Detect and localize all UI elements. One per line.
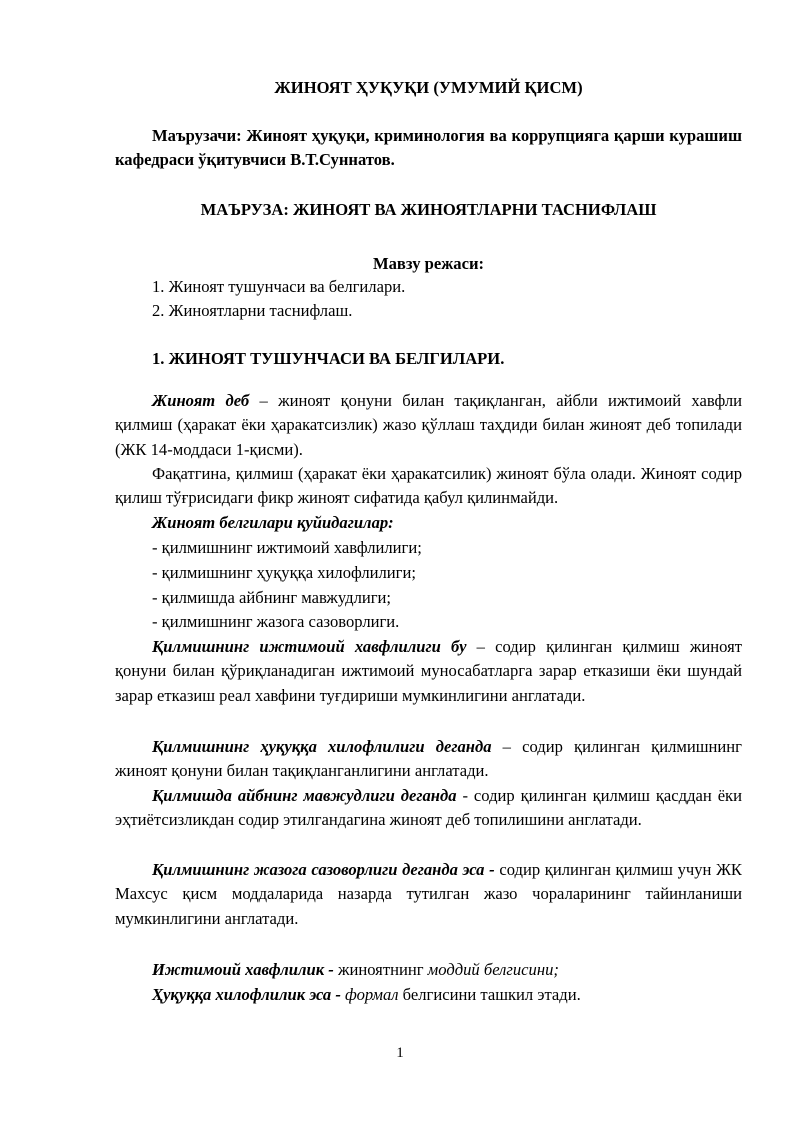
summary-term: Ижтимоий хавфлилик - bbox=[152, 960, 334, 979]
summary-italic: моддий белгисини; bbox=[427, 960, 559, 979]
definition-text: – содир қилинган қилмишнинг жиноят қонуни билан тақиқланганлигини англатади. bbox=[115, 737, 742, 781]
sign-item: - қилмишнинг жазога сазоворлиги. bbox=[152, 612, 400, 631]
page-number: 1 bbox=[396, 1045, 404, 1061]
definition-paragraph bbox=[115, 735, 742, 784]
signs-heading: Жиноят белгилари қуйидагилар: bbox=[152, 513, 394, 532]
definition-term: Қилмишнинг ижтимоий хавфлилиги бу bbox=[152, 637, 467, 656]
definition-text: – содир қилинган қилмиш жиноят қонуни билан қўриқланадиган ижтимоий муносабатларга зарар етказиши ёки шундай зарар етказиш реал хавфини туғдириши мумкинлигини англатади. bbox=[115, 637, 742, 705]
summary-italic: формал bbox=[340, 985, 399, 1004]
summary-line bbox=[115, 958, 779, 982]
section-heading: 1. ЖИНОЯТ ТУШУНЧАСИ ВА БЕЛГИЛАРИ. bbox=[152, 349, 505, 368]
definition-term: Жиноят деб bbox=[152, 391, 250, 410]
summary-term: Ҳуқуққа хилофлилик эса - bbox=[152, 985, 341, 1004]
definition-paragraph bbox=[115, 858, 742, 931]
sign-item: - қилмишнинг ҳуқуққа хилофлилиги; bbox=[152, 563, 416, 582]
lecturer-info: Маърузачи: Жиноят ҳуқуқи, криминология ва коррупцияга қарши курашиш кафедраси ўқитувчиси В.Т.Суннатов. bbox=[115, 126, 742, 170]
sign-item: - қилмишда айбнинг мавжудлиги; bbox=[152, 588, 392, 607]
plan-heading: Мавзу режаси: bbox=[372, 254, 485, 273]
plan-item: 1. Жиноят тушунчаси ва белгилари. bbox=[152, 277, 406, 296]
definition-paragraph bbox=[115, 635, 742, 708]
definition-term: Қилмишда айбнинг мавжудлиги деганда bbox=[152, 786, 457, 805]
definition-text: содир қилинган қилмиш учун ЖК Махсус қисм моддаларида назарда тутилган жазо чораларининг тайинланиши мумкинлигини англатади. bbox=[115, 860, 742, 928]
summary-text: жиноятнинг bbox=[333, 960, 428, 979]
lecture-title: МАЪРУЗА: ЖИНОЯТ ВА ЖИНОЯТЛАРНИ ТАСНИФЛАШ bbox=[200, 200, 657, 219]
definition-text: – жиноят қонуни билан тақиқланган, айбли ижтимоий хавфли қилмиш (ҳаракат ёки ҳаракатсизлик) жазо қўллаш таҳдиди билан жиноят деб топилади (ЖК 14-моддаси 1-қисми). bbox=[115, 391, 742, 459]
definition-paragraph bbox=[115, 389, 742, 462]
definition-paragraph bbox=[115, 784, 742, 833]
document-title: ЖИНОЯТ ҲУҚУҚИ (УМУМИЙ ҚИСМ) bbox=[274, 78, 583, 97]
paragraph: Фақатгина, қилмиш (ҳаракат ёки ҳаракатсилик) жиноят бўла олади. Жиноят содир қилиш тўғрисидаги фикр жиноят сифатида қабул қилинмайди. bbox=[115, 464, 742, 508]
summary-line bbox=[115, 983, 779, 1007]
definition-term: Қилмишнинг ҳуқуққа хилофлилиги деганда bbox=[152, 737, 492, 756]
plan-item: 2. Жиноятларни таснифлаш. bbox=[152, 301, 353, 320]
definition-term: Қилмишнинг жазога сазоворлиги деганда эса - bbox=[152, 860, 495, 879]
definition-text: - содир қилинган қилмиш қасддан ёки эҳтиётсизликдан содир этилгандагина жиноят деб топилишини англатади. bbox=[115, 786, 743, 830]
summary-text: белгисини ташкил этади. bbox=[398, 985, 581, 1004]
sign-item: - қилмишнинг ижтимоий хавфлилиги; bbox=[152, 538, 422, 557]
